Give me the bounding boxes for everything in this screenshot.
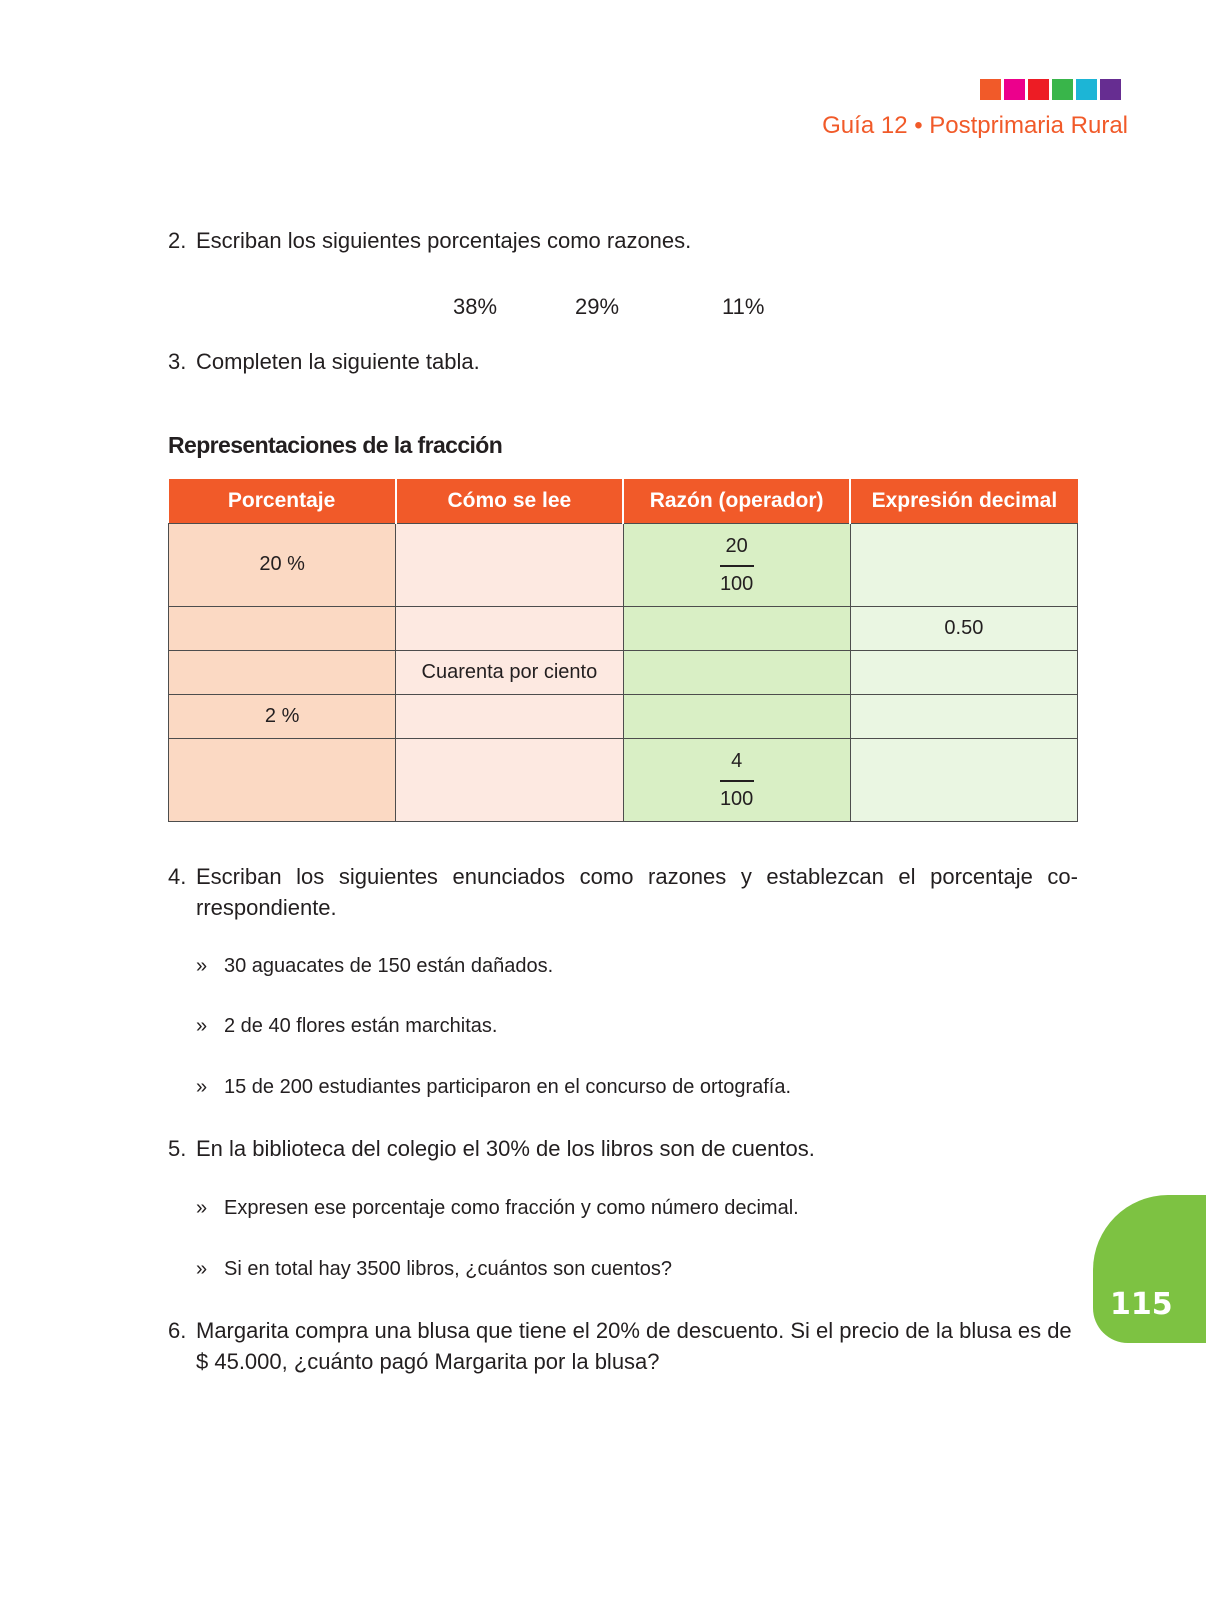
table-row [169, 695, 1078, 739]
cell-razon [623, 651, 850, 695]
cell-porcentaje [169, 607, 396, 651]
cell-razon [623, 695, 850, 739]
header-como-se-lee: Cómo se lee [396, 479, 623, 524]
cell-porcentaje: 20 % [169, 524, 396, 607]
question-number: 5. [168, 1136, 187, 1161]
list-item-text: 30 aguacates de 150 están dañados. [224, 955, 554, 977]
question-number: 3. [168, 349, 187, 374]
percentage-value: 38% [453, 294, 498, 319]
cell-decimal [850, 651, 1077, 695]
question-6 [168, 1315, 1078, 1377]
question-number: 6. [168, 1318, 187, 1343]
cell-razon [623, 739, 850, 822]
cell-decimal [850, 524, 1077, 607]
percentage-value: 11% [722, 294, 765, 319]
header-razon: Razón (operador) [623, 479, 850, 524]
question-3 [168, 346, 480, 377]
cell-porcentaje [169, 651, 396, 695]
table-header-row [169, 479, 1078, 524]
list-item-text: 2 de 40 flores están marchitas. [224, 1015, 498, 1037]
fraction-denominator: 100 [719, 572, 754, 595]
fraction-table [168, 479, 1078, 822]
question-5 [168, 1133, 815, 1164]
list-item-text: Expresen ese porcentaje como fracción y como número decimal. [224, 1197, 799, 1219]
question-number: 2. [168, 228, 187, 253]
cell-razon [623, 524, 850, 607]
fraction-numerator: 20 [725, 534, 748, 557]
fraction-bar [720, 565, 754, 567]
header-porcentaje: Porcentaje [169, 479, 396, 524]
color-square-purple [1100, 79, 1121, 100]
question-text: Completen la siguiente tabla. [196, 349, 480, 374]
question-2 [168, 225, 691, 256]
header-title: Guía 12 • Postprimaria Rural [822, 112, 1128, 139]
cell-como-se-lee [396, 739, 623, 822]
page-number: 115 [1110, 1287, 1173, 1322]
color-strip [980, 79, 1121, 100]
table-row [169, 651, 1078, 695]
cell-como-se-lee [396, 607, 623, 651]
color-square-orange [980, 79, 1001, 100]
cell-porcentaje [169, 739, 396, 822]
fraction [720, 535, 754, 596]
fraction-denominator: 100 [719, 787, 754, 810]
list-item [196, 955, 553, 978]
table-row [169, 607, 1078, 651]
cell-razon [623, 607, 850, 651]
list-item-text: Si en total hay 3500 libros, ¿cuántos son cuentos? [224, 1258, 673, 1280]
table-title: Representaciones de la fracción [168, 432, 503, 458]
header-expresion-decimal: Expresión decimal [850, 479, 1077, 524]
color-square-red [1028, 79, 1049, 100]
table-row [169, 524, 1078, 607]
list-item [196, 1015, 497, 1038]
cell-decimal: 0.50 [850, 607, 1077, 651]
percentage-value: 29% [575, 294, 620, 319]
question-text: Escriban los siguientes enunciados como razones y establezcan el porcentaje co-rrespondiente. [196, 864, 1078, 920]
cell-decimal [850, 695, 1077, 739]
color-square-cyan [1076, 79, 1097, 100]
cell-decimal [850, 739, 1077, 822]
bullet-mark: » [196, 1015, 208, 1037]
cell-como-se-lee [396, 524, 623, 607]
bullet-mark: » [196, 955, 208, 977]
bullet-mark: » [196, 1197, 208, 1219]
fraction-numerator: 4 [731, 749, 743, 772]
fraction [720, 750, 754, 811]
list-item [196, 1076, 791, 1099]
cell-como-se-lee: Cuarenta por ciento [396, 651, 623, 695]
question-text: Margarita compra una blusa que tiene el 20% de descuento. Si el precio de la blusa es de $ 45.000, ¿cuánto pagó Margarita por la blusa? [196, 1318, 1072, 1374]
question-4 [168, 861, 1078, 923]
list-item-text: 15 de 200 estudiantes participaron en el concurso de ortografía. [224, 1076, 792, 1098]
question-text: En la biblioteca del colegio el 30% de los libros son de cuentos. [196, 1136, 815, 1161]
bullet-mark: » [196, 1076, 208, 1098]
list-item [196, 1258, 672, 1281]
question-number: 4. [168, 864, 187, 889]
bullet-mark: » [196, 1258, 208, 1280]
table-row [169, 739, 1078, 822]
question-text: Escriban los siguientes porcentajes como razones. [196, 228, 692, 253]
cell-como-se-lee [396, 695, 623, 739]
list-item [196, 1197, 799, 1220]
cell-porcentaje: 2 % [169, 695, 396, 739]
color-square-magenta [1004, 79, 1025, 100]
color-square-green [1052, 79, 1073, 100]
fraction-bar [720, 780, 754, 782]
